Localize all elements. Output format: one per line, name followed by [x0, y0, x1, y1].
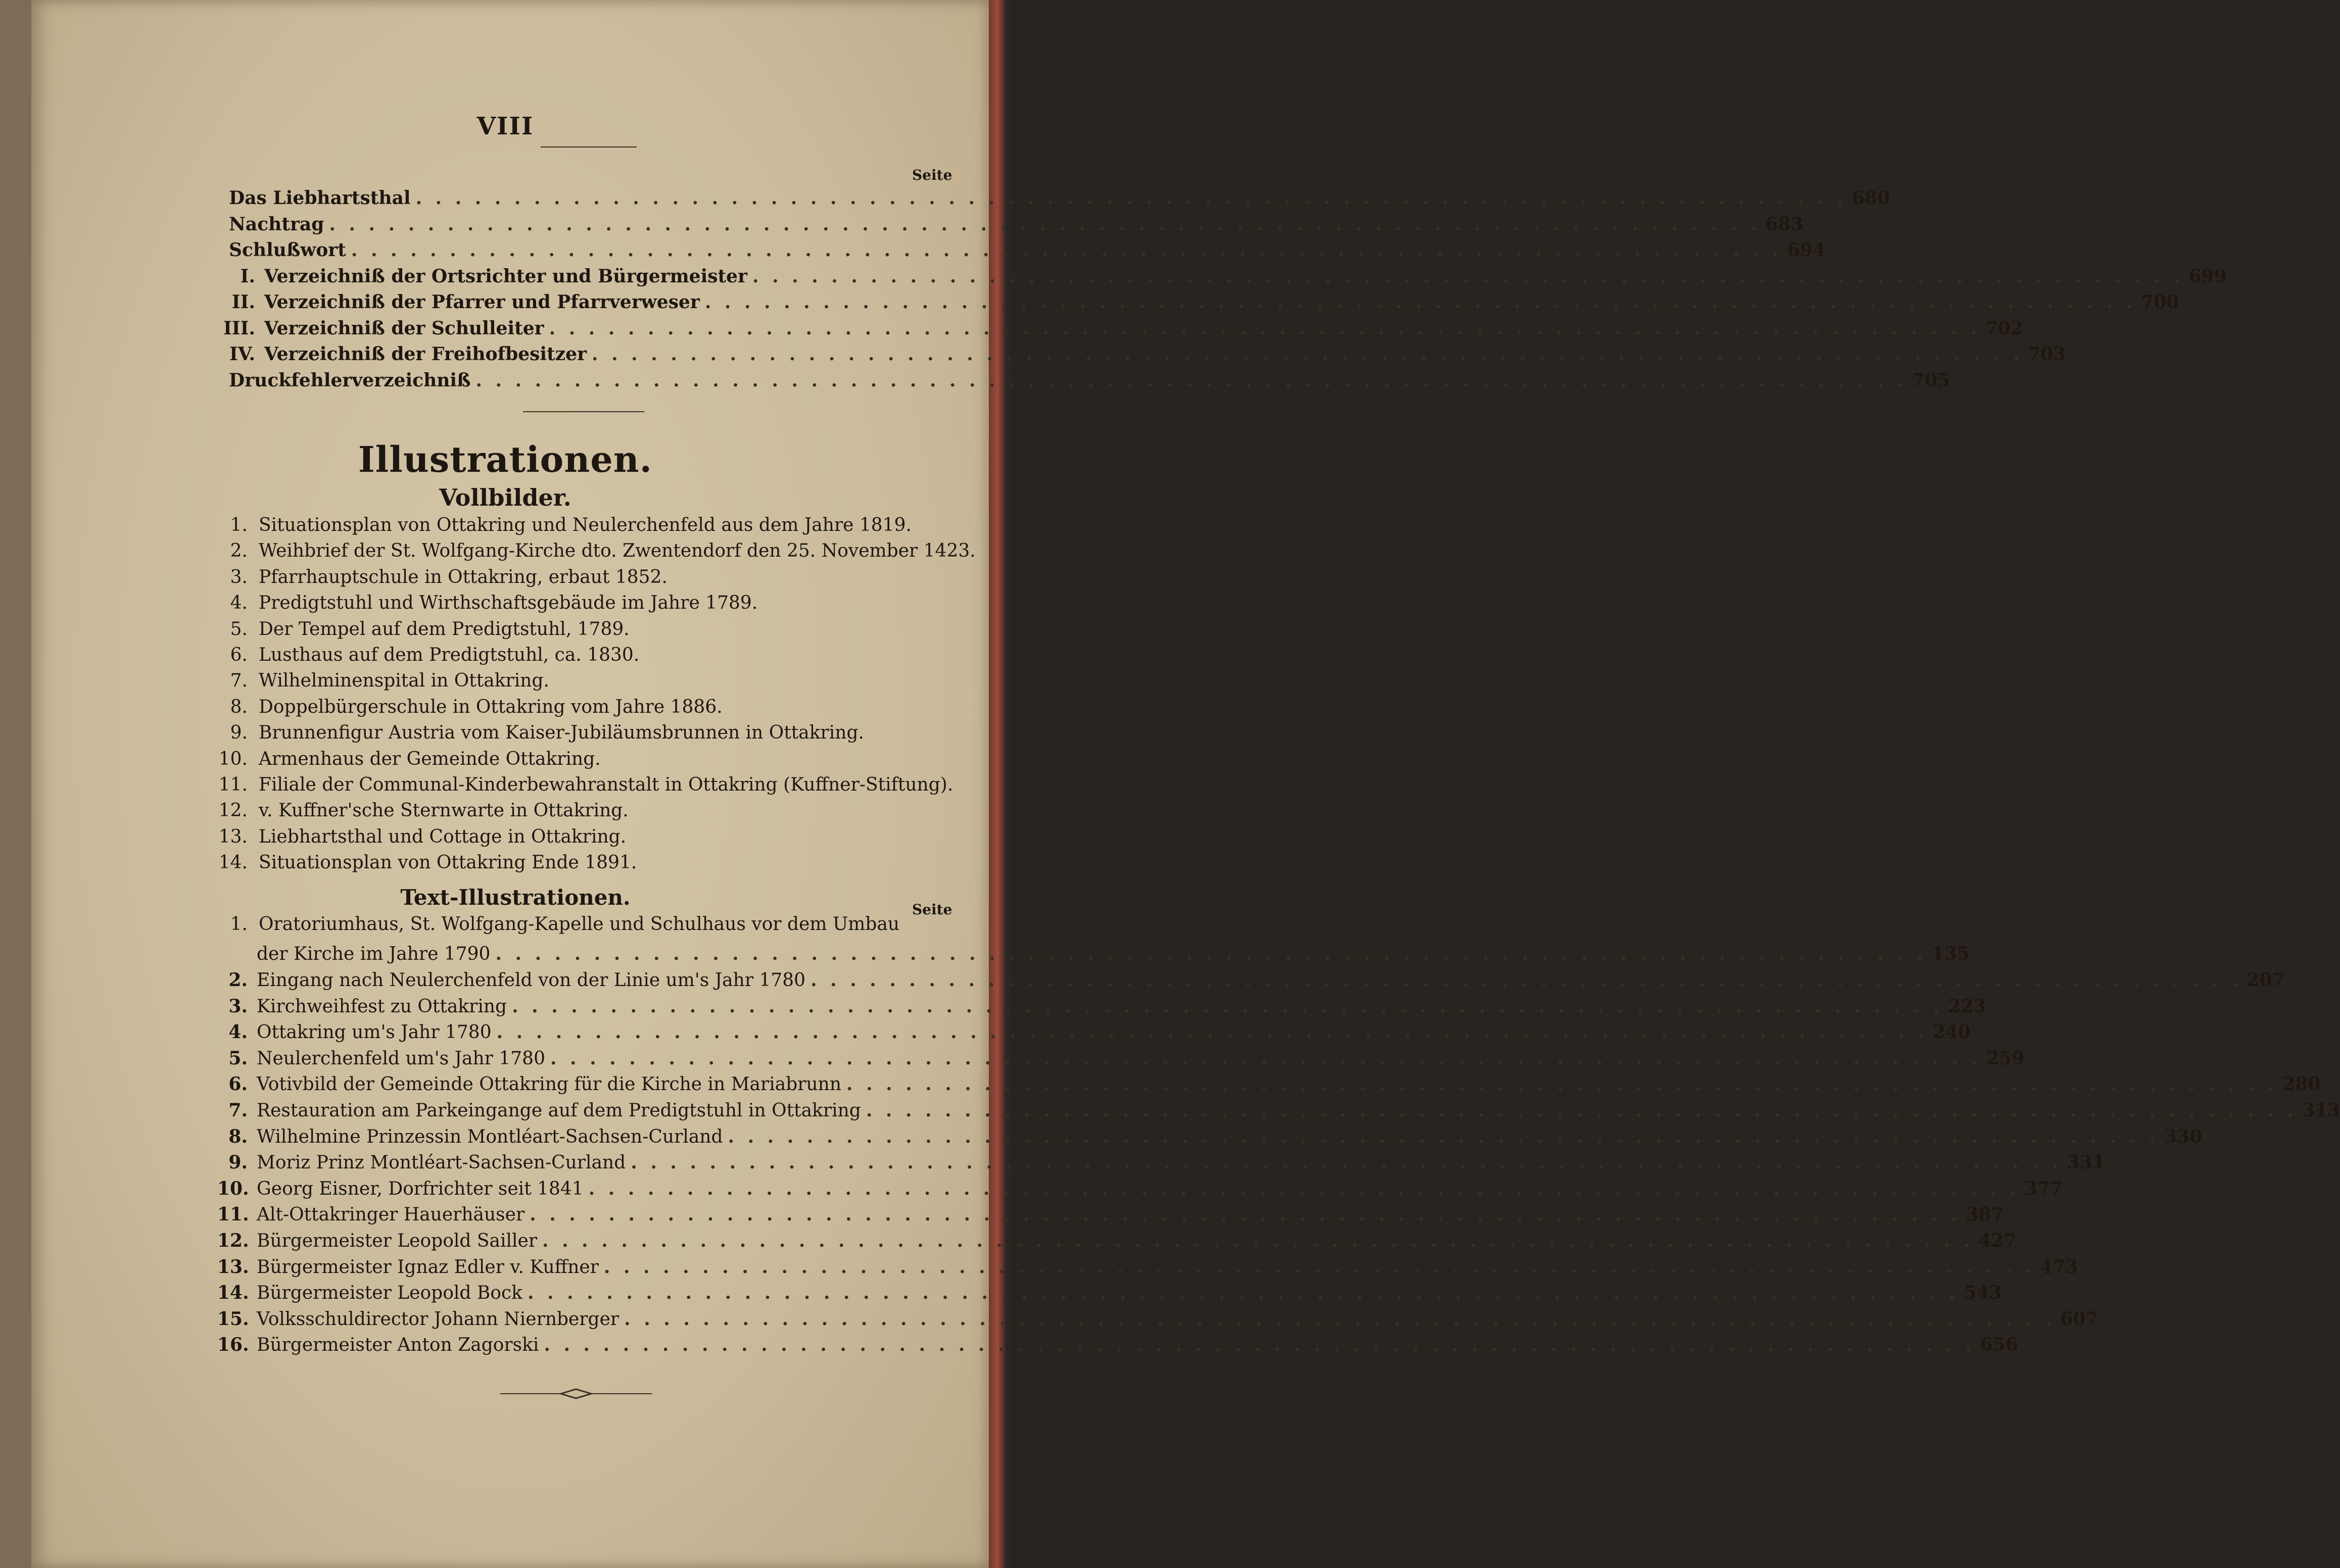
item-number: 6. [230, 645, 248, 665]
item-text: Das Liebhartsthal [229, 187, 411, 209]
book-edge [989, 0, 1011, 1568]
item-page: 703 [2028, 344, 2066, 365]
item-number: II. [231, 291, 255, 313]
item-page: 313 [2302, 1100, 2340, 1121]
item-page: 330 [2164, 1125, 2203, 1147]
list-item [217, 722, 864, 744]
item-text: Wilhelminenspital in Ottakring. [259, 670, 549, 692]
list-item [217, 670, 549, 692]
item-text: Bürgermeister Anton Zagorski [257, 1335, 539, 1356]
item-text: Votivbild der Gemeinde Ottakring für die Kirche in Mariabrunn [257, 1074, 842, 1095]
section-divider [523, 411, 644, 412]
list-item [217, 566, 667, 589]
item-number: 6. [228, 1073, 248, 1095]
item-number: 11. [217, 1204, 249, 1226]
leader-dots: . . . . . . . . . . . . . . . . . . . . . . . . . . . . . . . . . . . . . . . . . . . . . . . . . . . . . . . . . . . . . . . . . . . . . . . . . [475, 369, 1907, 391]
item-text: Neulerchenfeld um's Jahr 1780 [257, 1048, 545, 1069]
list-item [200, 343, 2066, 365]
item-number: 4. [230, 593, 248, 614]
page-folio: VIII [476, 112, 534, 140]
item-text: Armenhaus der Gemeinde Ottakring. [259, 748, 601, 769]
folio-rule [541, 146, 637, 148]
list-item [217, 1047, 2025, 1070]
leader-dots: . . . . . . . . . . . . . . . . . . . . . . . . . . . . . . . . . . . . . . . . . . . . . . . . . . . . . . . . . . . . . . . . . . . . . . . . . [542, 1230, 1974, 1251]
item-number: I. [240, 265, 255, 287]
item-number: 2. [228, 969, 248, 991]
list-item [217, 1256, 2078, 1279]
item-number: 4. [228, 1021, 248, 1043]
item-page: 331 [2067, 1152, 2105, 1173]
item-page: 607 [2060, 1308, 2098, 1330]
item-page: 700 [2141, 291, 2179, 313]
item-number: 13. [218, 826, 248, 847]
leader-dots: . . . . . . . . . . . . . . . . . . . . . . . . . . . . . . . . . . . . . . . . . . . . . . . . . . . . . . . . . . . . . . . . . . . . . . . . . [351, 239, 1783, 261]
item-number: 14. [218, 852, 248, 873]
list-item [220, 213, 1803, 235]
item-page: 699 [2188, 265, 2227, 287]
item-number: 9. [230, 722, 248, 744]
item-page: 680 [1851, 187, 1890, 209]
item-text: Predigtstuhl und Wirthschaftsgebäude im Jahre 1789. [259, 593, 758, 614]
item-number: 3. [228, 995, 248, 1017]
item-text: Nachtrag [229, 213, 324, 235]
item-page: 694 [1787, 239, 1826, 261]
item-page: 240 [1932, 1021, 1971, 1043]
item-number: 15. [217, 1308, 249, 1330]
item-number: 13. [217, 1256, 249, 1278]
leader-dots: . . . . . . . . . . . . . . . . . . . . . . . . . . . . . . . . . . . . . . . . . . . . . . . . . . . . . . . . . . . . . . . . . . . . . . . . . [544, 1334, 1975, 1356]
item-text: Georg Eisner, Dorfrichter seit 1841 [257, 1178, 584, 1199]
list-item [217, 1073, 2321, 1096]
item-number: 12. [217, 1230, 249, 1251]
item-number: 11. [218, 774, 248, 795]
item-text: Pfarrhauptschule in Ottakring, erbaut 1852. [259, 566, 667, 587]
list-item [217, 1099, 2340, 1122]
list-item [217, 1334, 2018, 1356]
item-text: Liebhartsthal und Cottage in Ottakring. [259, 826, 627, 847]
item-number: 8. [228, 1125, 248, 1147]
list-item [217, 774, 953, 796]
item-number: 10. [217, 1178, 249, 1199]
item-text: Bürgermeister Leopold Sailler [257, 1231, 538, 1251]
item-text: Eingang nach Neulerchenfeld von der Linie um's Jahr 1780 [257, 970, 806, 991]
leader-dots: . . . . . . . . . . . . . . . . . . . . . . . . . . . . . . . . . . . . . . . . . . . . . . . . . . . . . . . . . . . . . . . . . . . . . . . . . [592, 344, 2023, 365]
item-text: Druckfehlerverzeichniß [229, 369, 471, 391]
item-page: 280 [2282, 1073, 2321, 1095]
list-item [200, 265, 2227, 287]
item-number: 5. [228, 1047, 248, 1069]
item-text: Doppelbürgerschule in Ottakring vom Jahre 1886. [259, 696, 723, 717]
list-item [217, 1230, 2017, 1252]
leader-dots: . . . . . . . . . . . . . . . . . . . . . . . . . . . . . . . . . . . . . . . . . . . . . . . . . . . . . . . . . . . . . . . . . . . . . . . . . [728, 1125, 2159, 1147]
item-page: 377 [2025, 1178, 2063, 1199]
leader-dots: . . . . . . . . . . . . . . . . . . . . . . . . . . . . . . . . . . . . . . . . . . . . . . . . . . . . . . . . . . . . . . . . . . . . . . . . . [329, 213, 1760, 235]
item-number: 1. [230, 914, 248, 935]
seite-label: Seite [912, 167, 952, 183]
item-number: 14. [217, 1282, 249, 1304]
item-text: Brunnenfigur Austria vom Kaiser-Jubiläumsbrunnen in Ottakring. [259, 722, 864, 744]
list-item [217, 1125, 2203, 1148]
list-item [217, 644, 639, 666]
leader-dots: . . . . . . . . . . . . . . . . . . . . . . . . . . . . . . . . . . . . . . . . . . . . . . . . . . . . . . . . . . . . . . . . . . . . . . . . . [704, 291, 2136, 313]
item-page: 387 [1966, 1204, 2004, 1226]
list-item [217, 514, 912, 536]
item-number: 9. [228, 1152, 248, 1173]
illustrations-heading: Illustrationen. [358, 438, 653, 480]
item-page: 135 [1931, 943, 1970, 964]
item-number: 7. [230, 670, 248, 692]
item-text: Verzeichniß der Pfarrer und Pfarrverweser [264, 291, 700, 313]
item-number: 2. [230, 541, 248, 562]
list-item [217, 1178, 2063, 1200]
item-text: Lusthaus auf dem Predigtstuhl, ca. 1830. [259, 645, 640, 665]
leader-dots: . . . . . . . . . . . . . . . . . . . . . . . . . . . . . . . . . . . . . . . . . . . . . . . . . . . . . . . . . . . . . . . . . . . . . . . . . [549, 317, 1980, 339]
leader-dots: . . . . . . . . . . . . . . . . . . . . . . . . . . . . . . . . . . . . . . . . . . . . . . . . . . . . . . . . . . . . . . . . . . . . . . . . . [810, 969, 2242, 991]
item-page: 259 [1986, 1047, 2025, 1069]
list-item [217, 1282, 2002, 1304]
item-page: 683 [1765, 213, 1803, 235]
list-item [217, 1021, 1971, 1044]
item-text: Situationsplan von Ottakring und Neulerchenfeld aus dem Jahre 1819. [259, 515, 912, 535]
leader-dots: . . . . . . . . . . . . . . . . . . . . . . . . . . . . . . . . . . . . . . . . . . . . . . . . . . . . . . . . . . . . . . . . . . . . . . . . . [752, 265, 2184, 287]
item-text: Verzeichniß der Schulleiter [264, 317, 544, 339]
leader-dots: . . . . . . . . . . . . . . . . . . . . . . . . . . . . . . . . . . . . . . . . . . . . . . . . . . . . . . . . . . . . . . . . . . . . . . . . . [588, 1178, 2020, 1199]
item-number: IV. [229, 344, 255, 365]
item-text: Der Tempel auf dem Predigtstuhl, 1789. [259, 618, 630, 640]
leader-dots: . . . . . . . . . . . . . . . . . . . . . . . . . . . . . . . . . . . . . . . . . . . . . . . . . . . . . . . . . . . . . . . . . . . . . . . . . [530, 1204, 1961, 1226]
list-item [217, 913, 899, 936]
item-text: Moriz Prinz Montléart-Sachsen-Curland [257, 1152, 626, 1173]
item-number: 10. [218, 748, 248, 769]
list-item [217, 592, 757, 614]
item-number: 5. [230, 618, 248, 640]
item-text: Kirchweihfest zu Ottakring [257, 996, 507, 1017]
leader-dots: . . . . . . . . . . . . . . . . . . . . . . . . . . . . . . . . . . . . . . . . . . . . . . . . . . . . . . . . . . . . . . . . . . . . . . . . . [631, 1152, 2062, 1173]
item-text: Oratoriumhaus, St. Wolfgang-Kapelle und Schulhaus vor dem Umbau [259, 914, 900, 935]
leader-dots: . . . . . . . . . . . . . . . . . . . . . . . . . . . . . . . . . . . . . . . . . . . . . . . . . . . . . . . . . . . . . . . . . . . . . . . . . [866, 1100, 2298, 1121]
item-page: 702 [1985, 317, 2024, 339]
vollbilder-heading: Vollbilder. [439, 484, 571, 511]
list-item [217, 696, 723, 718]
item-text: Weihbrief der St. Wolfgang-Kirche dto. Zwentendorf den 25. November 1423. [259, 541, 976, 562]
leader-dots: . . . . . . . . . . . . . . . . . . . . . . . . . . . . . . . . . . . . . . . . . . . . . . . . . . . . . . . . . . . . . . . . . . . . . . . . . [527, 1282, 1959, 1304]
item-text: Ottakring um's Jahr 1780 [257, 1022, 492, 1043]
leader-dots: . . . . . . . . . . . . . . . . . . . . . . . . . . . . . . . . . . . . . . . . . . . . . . . . . . . . . . . . . . . . . . . . . . . . . . . . . [415, 187, 1847, 209]
list-item [217, 969, 2285, 992]
item-text: Bürgermeister Ignaz Edler v. Kuffner [257, 1256, 599, 1278]
ornament-icon [500, 1386, 652, 1401]
list-item [220, 187, 1890, 209]
item-text: v. Kuffner'sche Sternwarte in Ottakring. [259, 800, 629, 821]
leader-dots: . . . . . . . . . . . . . . . . . . . . . . . . . . . . . . . . . . . . . . . . . . . . . . . . . . . . . . . . . . . . . . . . . . . . . . . . . [495, 943, 1927, 964]
list-item-continuation [217, 943, 1970, 965]
item-page: 223 [1948, 995, 1986, 1017]
item-number: 12. [218, 800, 248, 821]
item-page: 656 [1980, 1334, 2018, 1356]
item-text: Restauration am Parkeingange auf dem Predigtstuhl in Ottakring [257, 1100, 861, 1121]
leader-dots: . . . . . . . . . . . . . . . . . . . . . . . . . . . . . . . . . . . . . . . . . . . . . . . . . . . . . . . . . . . . . . . . . . . . . . . . . [496, 1021, 1928, 1043]
leader-dots: . . . . . . . . . . . . . . . . . . . . . . . . . . . . . . . . . . . . . . . . . . . . . . . . . . . . . . . . . . . . . . . . . . . . . . . . . [603, 1256, 2035, 1278]
item-page: 207 [2247, 969, 2285, 991]
list-item [200, 317, 2024, 339]
item-text: Verzeichniß der Ortsrichter und Bürgermeister [264, 265, 748, 287]
leader-dots: . . . . . . . . . . . . . . . . . . . . . . . . . . . . . . . . . . . . . . . . . . . . . . . . . . . . . . . . . . . . . . . . . . . . . . . . . [550, 1047, 1982, 1069]
list-item [217, 540, 976, 562]
item-page: 427 [1978, 1230, 2017, 1251]
list-item [200, 291, 2179, 313]
item-text: Alt-Ottakringer Hauerhäuser [257, 1204, 525, 1226]
list-item [217, 1203, 2004, 1226]
list-item [217, 1308, 2098, 1331]
item-text: der Kirche im Jahre 1790 [257, 944, 491, 964]
list-item [217, 748, 601, 770]
item-text: Filiale der Communal-Kinderbewahranstalt in Ottakring (Kuffner-Stiftung). [259, 774, 953, 795]
item-text: Volksschuldirector Johann Niernberger [257, 1308, 619, 1330]
seite-label-2: Seite [912, 901, 952, 918]
text-illustrations-heading: Text-Illustrationen. [400, 885, 631, 910]
item-text: Wilhelmine Prinzessin Montléart-Sachsen-Curland [257, 1126, 723, 1147]
list-item [217, 995, 1986, 1018]
item-number: 3. [230, 566, 248, 587]
leader-dots: . . . . . . . . . . . . . . . . . . . . . . . . . . . . . . . . . . . . . . . . . . . . . . . . . . . . . . . . . . . . . . . . . . . . . . . . . [624, 1308, 2056, 1330]
item-number: 16. [217, 1334, 249, 1356]
item-number: 1. [230, 515, 248, 535]
item-text: Verzeichniß der Freihofbesitzer [264, 344, 587, 365]
item-text: Situationsplan von Ottakring Ende 1891. [259, 852, 637, 873]
leader-dots: . . . . . . . . . . . . . . . . . . . . . . . . . . . . . . . . . . . . . . . . . . . . . . . . . . . . . . . . . . . . . . . . . . . . . . . . . [512, 995, 1943, 1017]
item-page: 705 [1912, 369, 1950, 391]
list-item [220, 239, 1826, 261]
list-item [217, 826, 626, 848]
item-text: Bürgermeister Leopold Bock [257, 1283, 522, 1304]
leader-dots: . . . . . . . . . . . . . . . . . . . . . . . . . . . . . . . . . . . . . . . . . . . . . . . . . . . . . . . . . . . . . . . . . . . . . . . . . [846, 1073, 2278, 1095]
item-number: III. [223, 317, 255, 339]
list-item [217, 618, 630, 641]
list-item [217, 1151, 2105, 1174]
item-page: 473 [2040, 1256, 2078, 1278]
list-item [220, 369, 1950, 391]
item-number: 7. [228, 1100, 248, 1121]
list-item [217, 852, 637, 874]
item-page: 543 [1964, 1282, 2002, 1304]
item-text: Schlußwort [229, 239, 346, 261]
item-number: 8. [230, 696, 248, 717]
list-item [217, 800, 629, 822]
